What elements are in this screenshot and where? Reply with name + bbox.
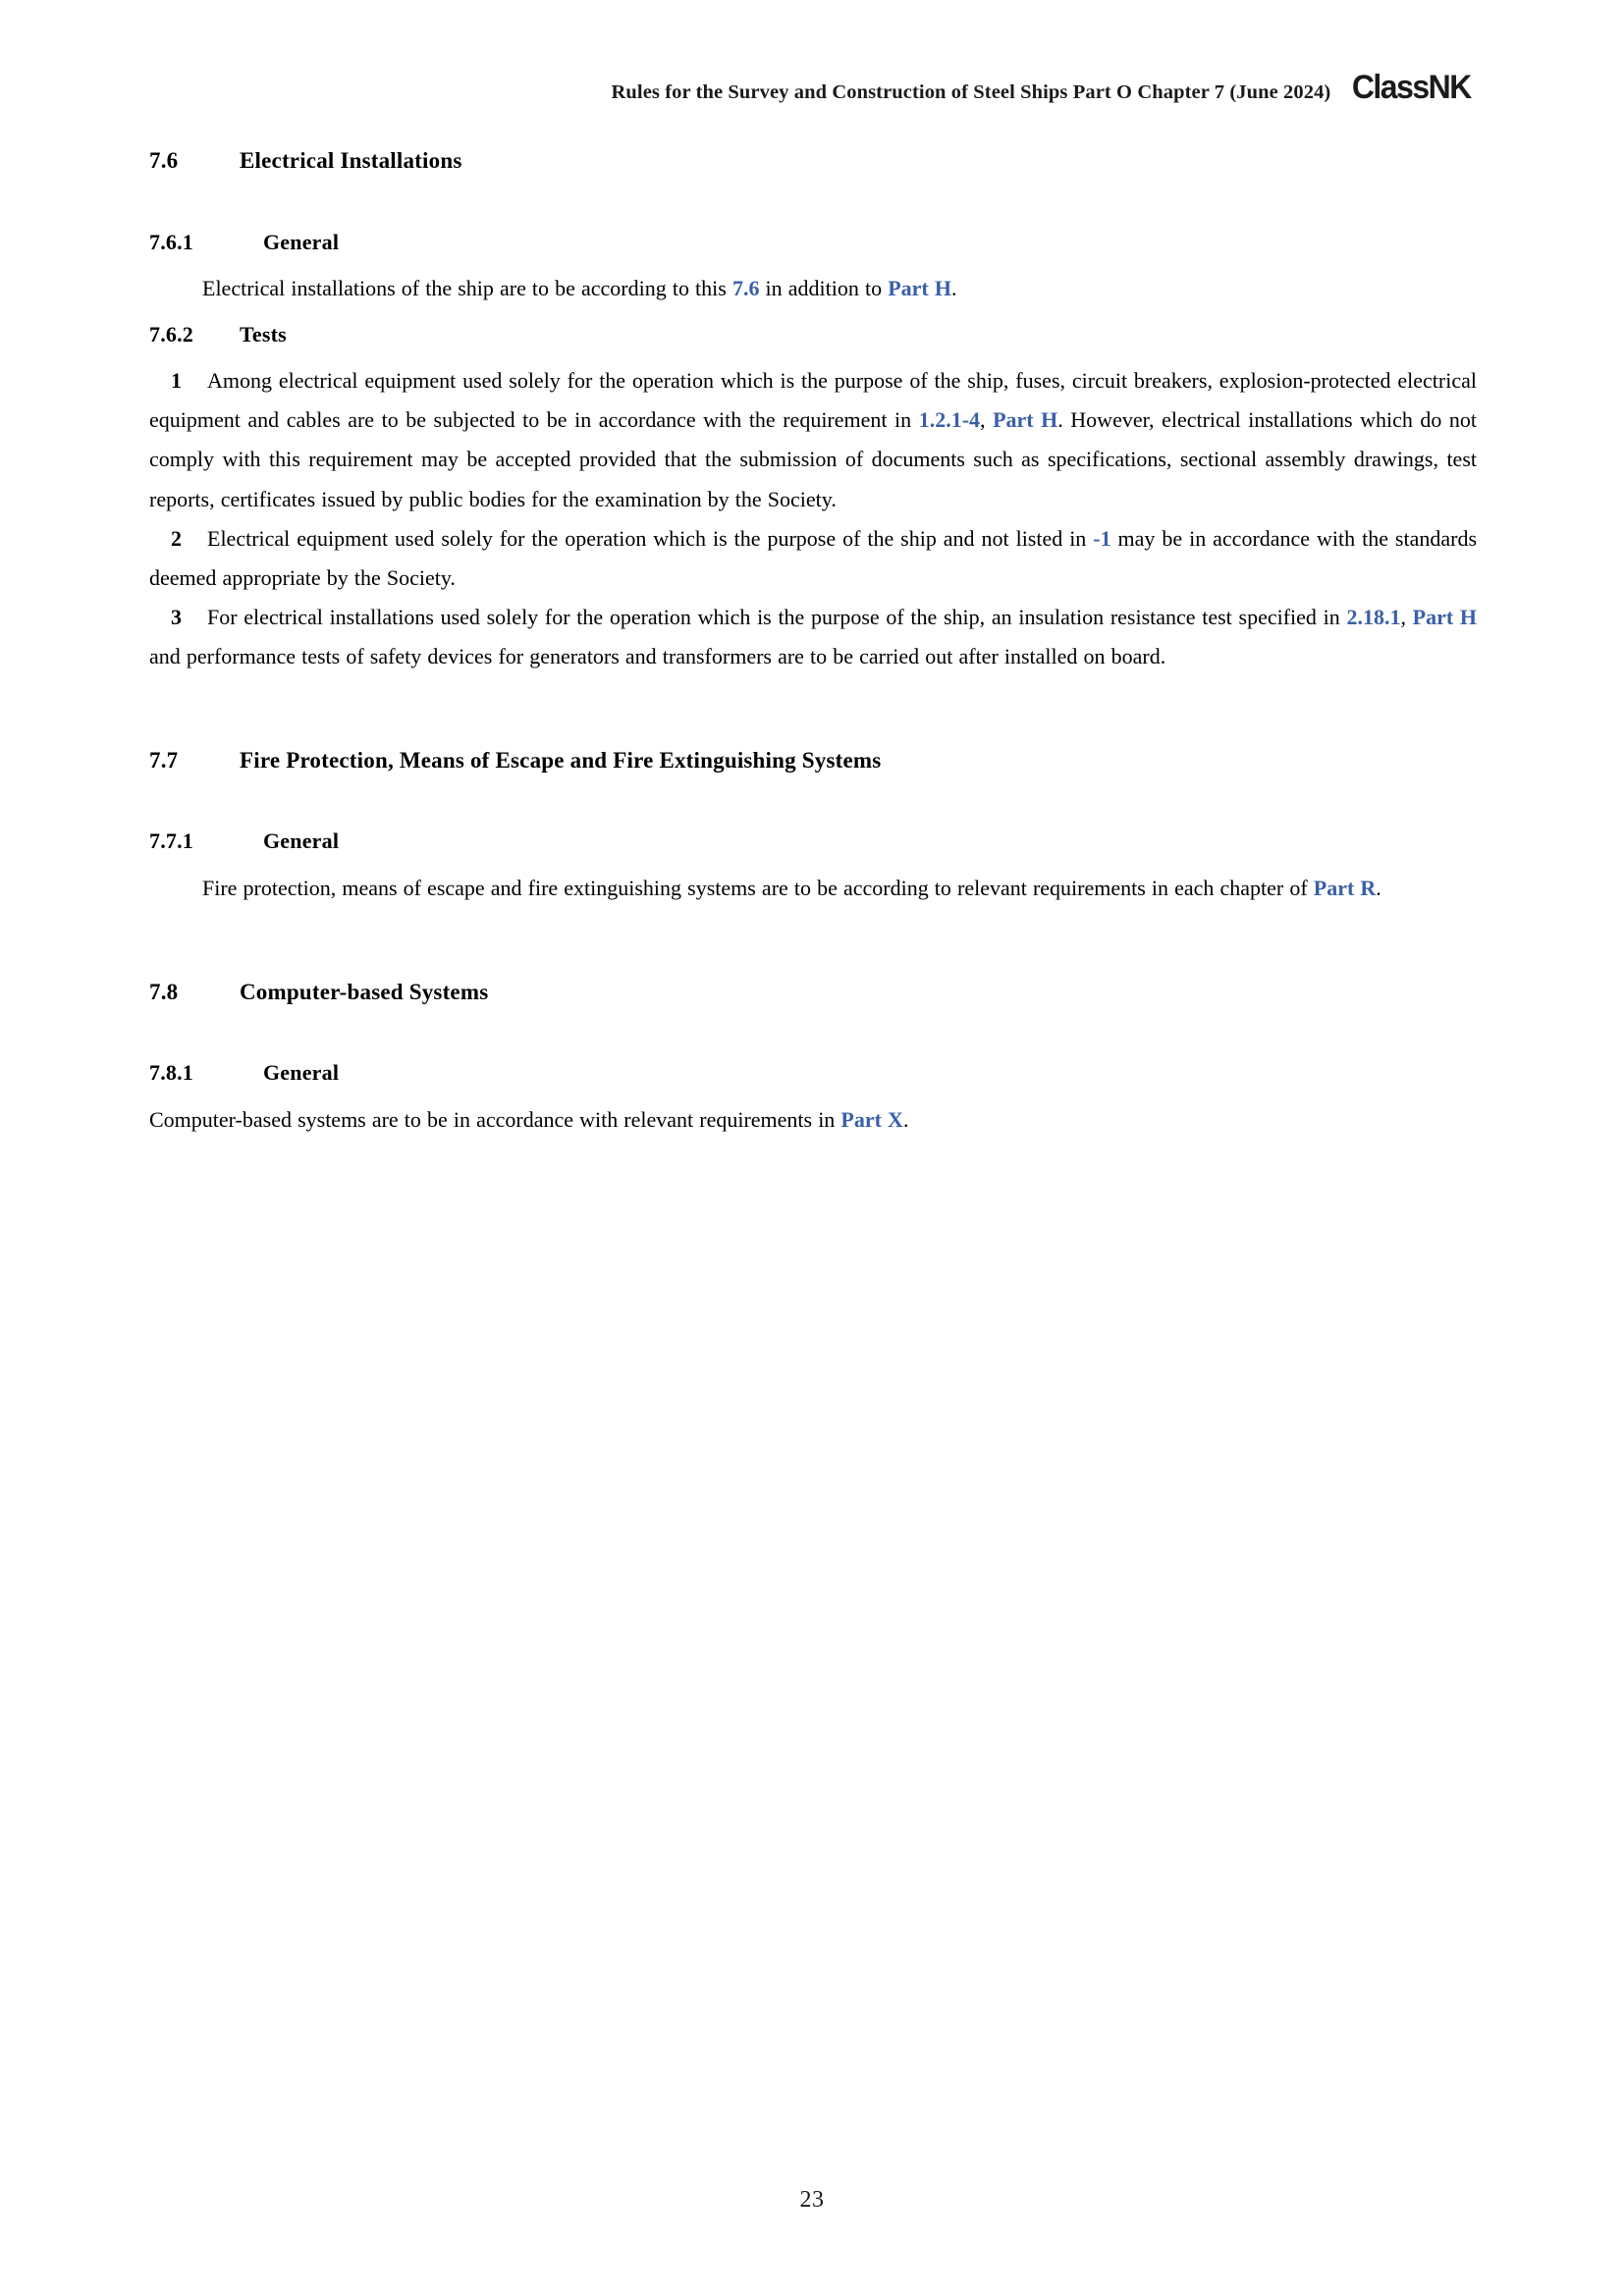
- paragraph-7-8-1: [149, 1100, 1477, 1140]
- link-ref-7-6[interactable]: 7.6: [731, 275, 760, 300]
- link-ref-part-h[interactable]: Part H: [993, 407, 1058, 433]
- subsection-number-7-6-2: 7.6.2: [149, 322, 193, 347]
- numbered-item-3: [149, 598, 1477, 676]
- paragraph-text: in addition to: [759, 275, 889, 300]
- paragraph-text: .: [1376, 875, 1381, 900]
- heading-section-7-7: [149, 747, 1477, 774]
- item-number: 1: [171, 368, 182, 394]
- section-number-7-8: 7.8: [149, 979, 179, 1004]
- subsection-number-7-8-1: 7.8.1: [149, 1060, 193, 1086]
- spacer: [149, 255, 1477, 269]
- heading-section-7-6: [149, 147, 1477, 175]
- paragraph-7-6-1: [149, 269, 1477, 308]
- paragraph-text: Among electrical equipment used solely for the operation which is the purpose of the ship, fuses, circuit breakers, explosion-protected electrical equipment and cables are to be subjected to be in accordance with the requirement in: [149, 368, 1477, 433]
- link-ref-1-2-1-4[interactable]: 1.2.1-4: [918, 407, 981, 433]
- heading-subsection-7-6-1: [149, 230, 1477, 255]
- subsection-title-7-6-2: Tests: [240, 322, 287, 347]
- link-ref-2-18-1[interactable]: 2.18.1: [1346, 604, 1401, 629]
- paragraph-text: may be in accordance with the standards deemed appropriate by the Society.: [149, 525, 1478, 590]
- paragraph-text: Electrical installations of the ship are to be according to this: [202, 275, 732, 300]
- header-title: Rules for the Survey and Construction of Steel Ships Part O Chapter 7 (June 2024): [611, 81, 1331, 103]
- link-ref-part-h[interactable]: Part H: [1412, 604, 1478, 629]
- spacer: [149, 347, 1477, 361]
- link-ref-part-h[interactable]: Part H: [888, 275, 951, 300]
- spacer: [149, 175, 1477, 230]
- paragraph-text: .: [902, 1106, 909, 1132]
- paragraph-text: Fire protection, means of escape and fire extinguishing systems are to be according to relevant requirements in each chapter of: [202, 875, 1314, 900]
- subsection-title-7-6-1: General: [263, 229, 340, 254]
- heading-subsection-7-7-1: [149, 828, 1477, 854]
- subsection-number-7-7-1: 7.7.1: [149, 828, 193, 854]
- spacer: [149, 1005, 1477, 1060]
- link-ref-part-x[interactable]: Part X: [840, 1106, 903, 1132]
- section-number-7-6: 7.6: [149, 148, 179, 173]
- paragraph-text: ,: [980, 407, 994, 433]
- paragraph-text: . However, electrical installations which do not comply with this requirement may be accepted provided that the submission of documents such as specifications, sectional assembly drawings, test reports, certificates issued by public bodies for the examination by the Society.: [149, 407, 1478, 511]
- numbered-item-1: [149, 361, 1477, 518]
- spacer: [149, 1087, 1477, 1100]
- spacer: [149, 774, 1477, 828]
- item-number: 3: [171, 604, 182, 629]
- subsection-title-7-8-1: General: [263, 1060, 340, 1086]
- paragraph-text: and performance tests of safety devices for generators and transformers are to be carried out after installed on board.: [149, 643, 1166, 668]
- item-number: 2: [171, 525, 182, 551]
- spacer: [149, 676, 1477, 747]
- page-footer: [0, 2187, 1624, 2214]
- heading-subsection-7-8-1: [149, 1060, 1477, 1086]
- link-ref-minus-1[interactable]: -1: [1093, 525, 1111, 551]
- classnk-logo: ClassNK: [1352, 69, 1472, 106]
- paragraph-text: .: [950, 275, 957, 300]
- paragraph-text: For electrical installations used solely for the operation which is the purpose of the ship, an insulation resistance test specified in: [207, 604, 1347, 629]
- link-ref-part-r[interactable]: Part R: [1313, 875, 1377, 900]
- section-title-7-6: Electrical Installations: [240, 148, 462, 173]
- numbered-item-2: [149, 519, 1477, 598]
- paragraph-7-7-1: [149, 869, 1477, 908]
- subsection-title-7-7-1: General: [263, 828, 340, 854]
- section-title-7-8: Computer-based Systems: [240, 979, 489, 1004]
- heading-section-7-8: [149, 979, 1477, 1006]
- section-title-7-7: Fire Protection, Means of Escape and Fire Extinguishing Systems: [240, 747, 882, 773]
- subsection-number-7-6-1: 7.6.1: [149, 229, 193, 254]
- heading-subsection-7-6-2: [149, 322, 1477, 347]
- spacer: [149, 855, 1477, 869]
- spacer: [149, 308, 1477, 322]
- page-number: 23: [799, 2187, 825, 2213]
- spacer: [149, 908, 1477, 979]
- paragraph-text: Electrical equipment used solely for the operation which is the purpose of the ship and not listed in: [207, 525, 1094, 551]
- paragraph-text: ,: [1400, 604, 1413, 629]
- paragraph-text: Computer-based systems are to be in accordance with relevant requirements in: [149, 1106, 841, 1132]
- document-body: [149, 147, 1477, 1140]
- page-header: [149, 71, 1475, 110]
- section-number-7-7: 7.7: [149, 747, 179, 773]
